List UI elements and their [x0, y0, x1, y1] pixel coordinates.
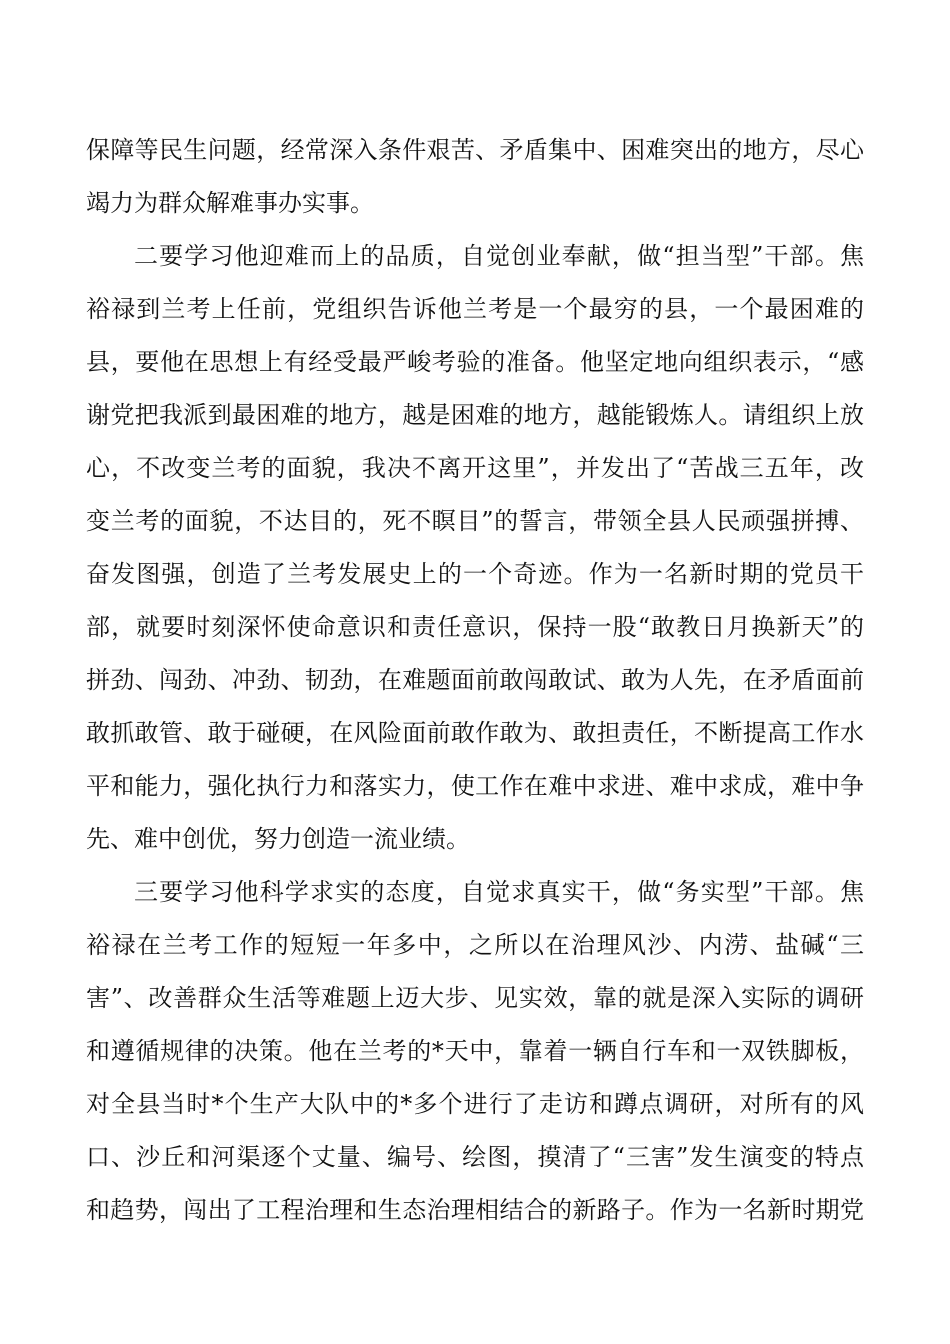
text-line: 裕禄到兰考上任前，党组织告诉他兰考是一个最穷的县，一个最困难的: [86, 295, 864, 323]
document-page: [86, 124, 864, 1237]
text-line: 和趋势，闯出了工程治理和生态治理相结合的新路子。作为一名新时期党: [86, 1196, 864, 1224]
text-line: 竭力为群众解难事办实事。: [86, 189, 374, 217]
text-line: 裕禄在兰考工作的短短一年多中，之所以在治理风沙、内涝、盐碱“三: [86, 931, 864, 959]
paragraph-3: [86, 866, 864, 1237]
text-line: 口、沙丘和河渠逐个丈量、编号、绘图，摸清了“三害”发生演变的特点: [86, 1143, 864, 1171]
text-line: 和遵循规律的决策。他在兰考的*天中，靠着一辆自行车和一双铁脚板，: [86, 1037, 864, 1065]
text-line: 敢抓敢管、敢于碰硬，在风险面前敢作敢为、敢担责任，不断提高工作水: [86, 719, 864, 747]
paragraph-1: [86, 124, 864, 230]
text-line: 先、难中创优，努力创造一流业绩。: [86, 825, 470, 853]
text-line: 县，要他在思想上有经受最严峻考验的准备。他坚定地向组织表示，“感: [86, 348, 864, 376]
text-line: 心，不改变兰考的面貌，我决不离开这里”，并发出了“苦战三五年，改: [86, 454, 864, 482]
text-line: 部，就要时刻深怀使命意识和责任意识，保持一股“敢教日月换新天”的: [86, 613, 864, 641]
text-line: 保障等民生问题，经常深入条件艰苦、矛盾集中、困难突出的地方，尽心: [86, 136, 864, 164]
text-line: 害”、改善群众生活等难题上迈大步、见实效，靠的就是深入实际的调研: [86, 984, 864, 1012]
text-line: 拼劲、闯劲、冲劲、韧劲，在难题面前敢闯敢试、敢为人先，在矛盾面前: [86, 666, 864, 694]
text-line: 谢党把我派到最困难的地方，越是困难的地方，越能锻炼人。请组织上放: [86, 401, 864, 429]
text-line: 平和能力，强化执行力和落实力，使工作在难中求进、难中求成，难中争: [86, 772, 864, 800]
paragraph-2: [86, 230, 864, 866]
text-line: 奋发图强，创造了兰考发展史上的一个奇迹。作为一名新时期的党员干: [86, 560, 864, 588]
text-line: 对全县当时*个生产大队中的*多个进行了走访和蹲点调研，对所有的风: [86, 1090, 864, 1118]
text-line: 二要学习他迎难而上的品质，自觉创业奉献，做“担当型”干部。焦: [134, 242, 864, 270]
text-line: 变兰考的面貌，不达目的，死不瞑目”的誓言，带领全县人民顽强拼搏、: [86, 507, 864, 535]
text-line: 三要学习他科学求实的态度，自觉求真实干，做“务实型”干部。焦: [134, 878, 864, 906]
